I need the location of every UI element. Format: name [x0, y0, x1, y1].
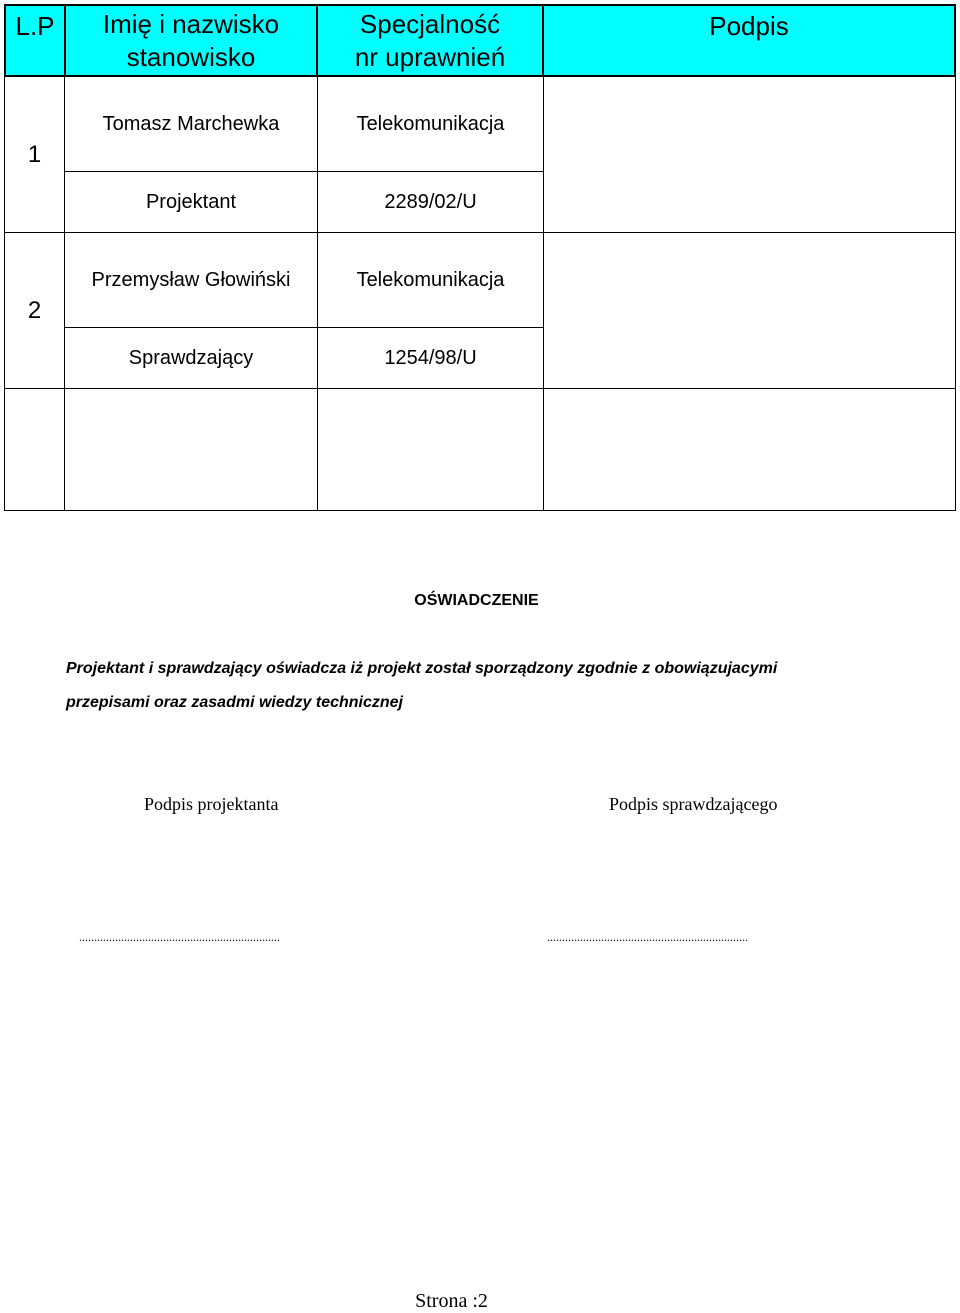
header-signature: Podpis: [709, 11, 789, 41]
row1-number: 1: [27, 140, 42, 168]
row1-license-cell: [317, 171, 544, 233]
header-position: stanowisko: [126, 41, 256, 72]
statement-title: OŚWIADCZENIE: [414, 592, 539, 609]
row1-license: 2289/02/U: [384, 190, 477, 213]
row1-specialty: Telekomunikacja: [356, 112, 505, 135]
row2-license: 1254/98/U: [384, 346, 477, 369]
checker-signature-label: Podpis sprawdzającego: [609, 794, 778, 814]
row2-position: Sprawdzający: [128, 346, 254, 369]
header-lp-cell: [4, 4, 66, 77]
row2-number-cell: [4, 232, 65, 389]
checker-signature-line: ...................................................................: [547, 930, 748, 944]
header-specialty: Specjalność: [359, 8, 501, 39]
row1-name: Tomasz Marchewka: [102, 112, 280, 135]
header-lp: L.P: [15, 11, 55, 41]
row1-specialty-cell: [317, 76, 544, 172]
row1-name-cell: [64, 76, 318, 172]
row2-license-cell: [317, 327, 544, 389]
row1-position-cell: [64, 171, 318, 233]
row2-specialty-cell: [317, 232, 544, 328]
row2-position-cell: [64, 327, 318, 389]
row3-number-cell: [4, 388, 65, 511]
designer-signature-label: Podpis projektanta: [144, 794, 279, 814]
header-spec-cell: [316, 4, 544, 77]
row2-specialty: Telekomunikacja: [356, 268, 505, 291]
row2-number: 2: [27, 296, 42, 324]
row2-name: Przemysław Głowiński: [91, 268, 291, 291]
row3-signature-cell: [543, 388, 956, 511]
row3-specialty-cell: [317, 388, 544, 511]
row1-signature-cell: [543, 76, 956, 233]
row2-name-cell: [64, 232, 318, 328]
row1-position: Projektant: [145, 190, 237, 213]
statement-line-1: Projektant i sprawdzający oświadcza iż projekt został sporządzony zgodnie z obowiązujacymi: [66, 660, 778, 677]
header-signature-cell: [542, 4, 956, 77]
designer-signature-line: ...................................................................: [79, 930, 280, 944]
header-name: Imię i nazwisko: [102, 8, 280, 39]
row2-signature-cell: [543, 232, 956, 389]
statement-line-2: przepisami oraz zasadmi wiedzy technicznej: [66, 694, 403, 711]
page-number: Strona :2: [415, 1290, 488, 1312]
header-name-cell: [64, 4, 318, 77]
row3-name-cell: [64, 388, 318, 511]
header-license: nr uprawnień: [354, 41, 506, 72]
row1-number-cell: [4, 76, 65, 233]
